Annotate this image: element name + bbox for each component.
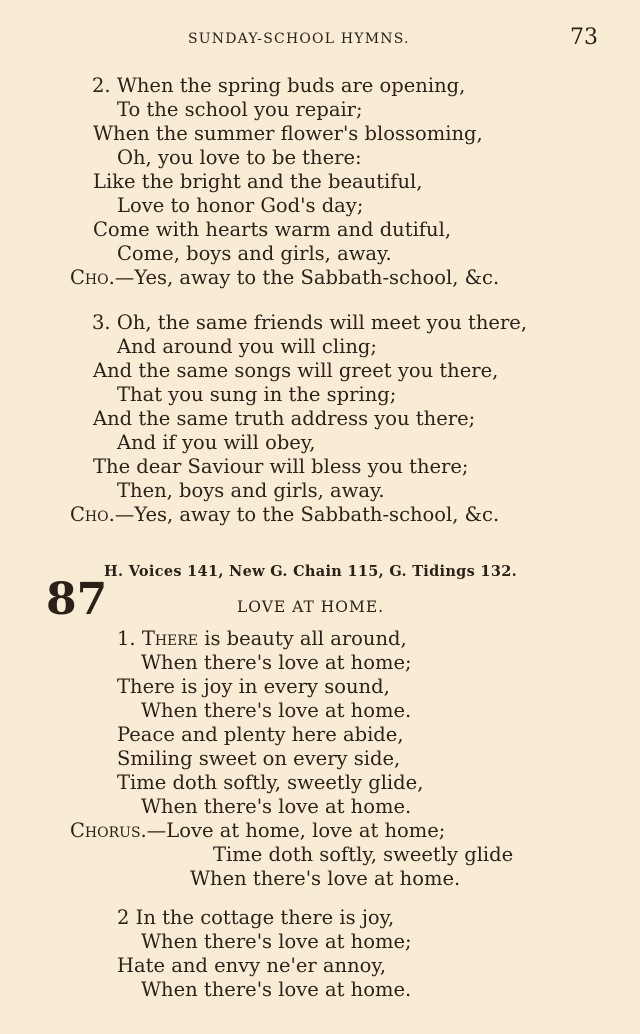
verse-number: 2. [92,74,111,97]
verse-line: Come with hearts warm and dutiful, [93,218,452,241]
initial-word: There [141,627,199,650]
verse-line: When there's love at home; [141,930,412,953]
chorus-label: Cho. [70,503,115,526]
tune-references: H. Voices 141, New G. Chain 115, G. Tidings 132. [104,563,517,580]
verse-line: When the summer flower's blossoming, [93,122,483,145]
chorus-reference: Cho.—Yes, away to the Sabbath-school, &c. [70,266,500,289]
verse-line: And if you will obey, [117,431,316,454]
chorus-line: When there's love at home. [190,867,461,890]
verse-number: 2 [117,906,130,929]
chorus-line: Time doth softly, sweetly glide [213,843,514,866]
chorus-reference: Cho.—Yes, away to the Sabbath-school, &c. [70,503,500,526]
verse-line: Smiling sweet on every side, [117,747,401,770]
chorus-label: Chorus. [70,819,147,842]
verse-line: And the same songs will greet you there, [93,359,499,382]
verse-line: Time doth softly, sweetly glide, [117,771,424,794]
verse-line: Love to honor God's day; [117,194,364,217]
verse-line: And the same truth address you there; [93,407,476,430]
verse-line: Peace and plenty here abide, [117,723,404,746]
verse-number: 1. [117,627,136,650]
verse-line: The dear Saviour will bless you there; [93,455,469,478]
verse-line: And around you will cling; [117,335,377,358]
verse-line: Like the bright and the beautiful, [93,170,423,193]
verse-line: 1. There is beauty all around, [117,627,407,650]
verse-line: Come, boys and girls, away. [117,242,392,265]
verse-line: Oh, you love to be there: [117,146,362,169]
verse-line: When there's love at home. [141,699,412,722]
verse-line: 3. Oh, the same friends will meet you there, [92,311,528,334]
verse-line: When there's love at home. [141,795,412,818]
chorus-label: Cho. [70,266,115,289]
page-number: 73 [570,25,598,50]
verse-line: Hate and envy ne'er annoy, [117,954,387,977]
hymn-number: 87 [46,574,108,625]
hymn-title: LOVE AT HOME. [237,598,385,616]
verse-line: 2. When the spring buds are opening, [92,74,466,97]
verse-line: To the school you repair; [117,98,363,121]
verse-line: Then, boys and girls, away. [117,479,385,502]
chorus-line: Chorus.—Love at home, love at home; [70,819,446,842]
verse-line: 2 In the cottage there is joy, [117,906,395,929]
verse-line: When there's love at home. [141,978,412,1001]
verse-line: When there's love at home; [141,651,412,674]
verse-line: There is joy in every sound, [117,675,390,698]
verse-number: 3. [92,311,111,334]
verse-line: That you sung in the spring; [117,383,397,406]
running-header: SUNDAY-SCHOOL HYMNS. [188,31,410,47]
